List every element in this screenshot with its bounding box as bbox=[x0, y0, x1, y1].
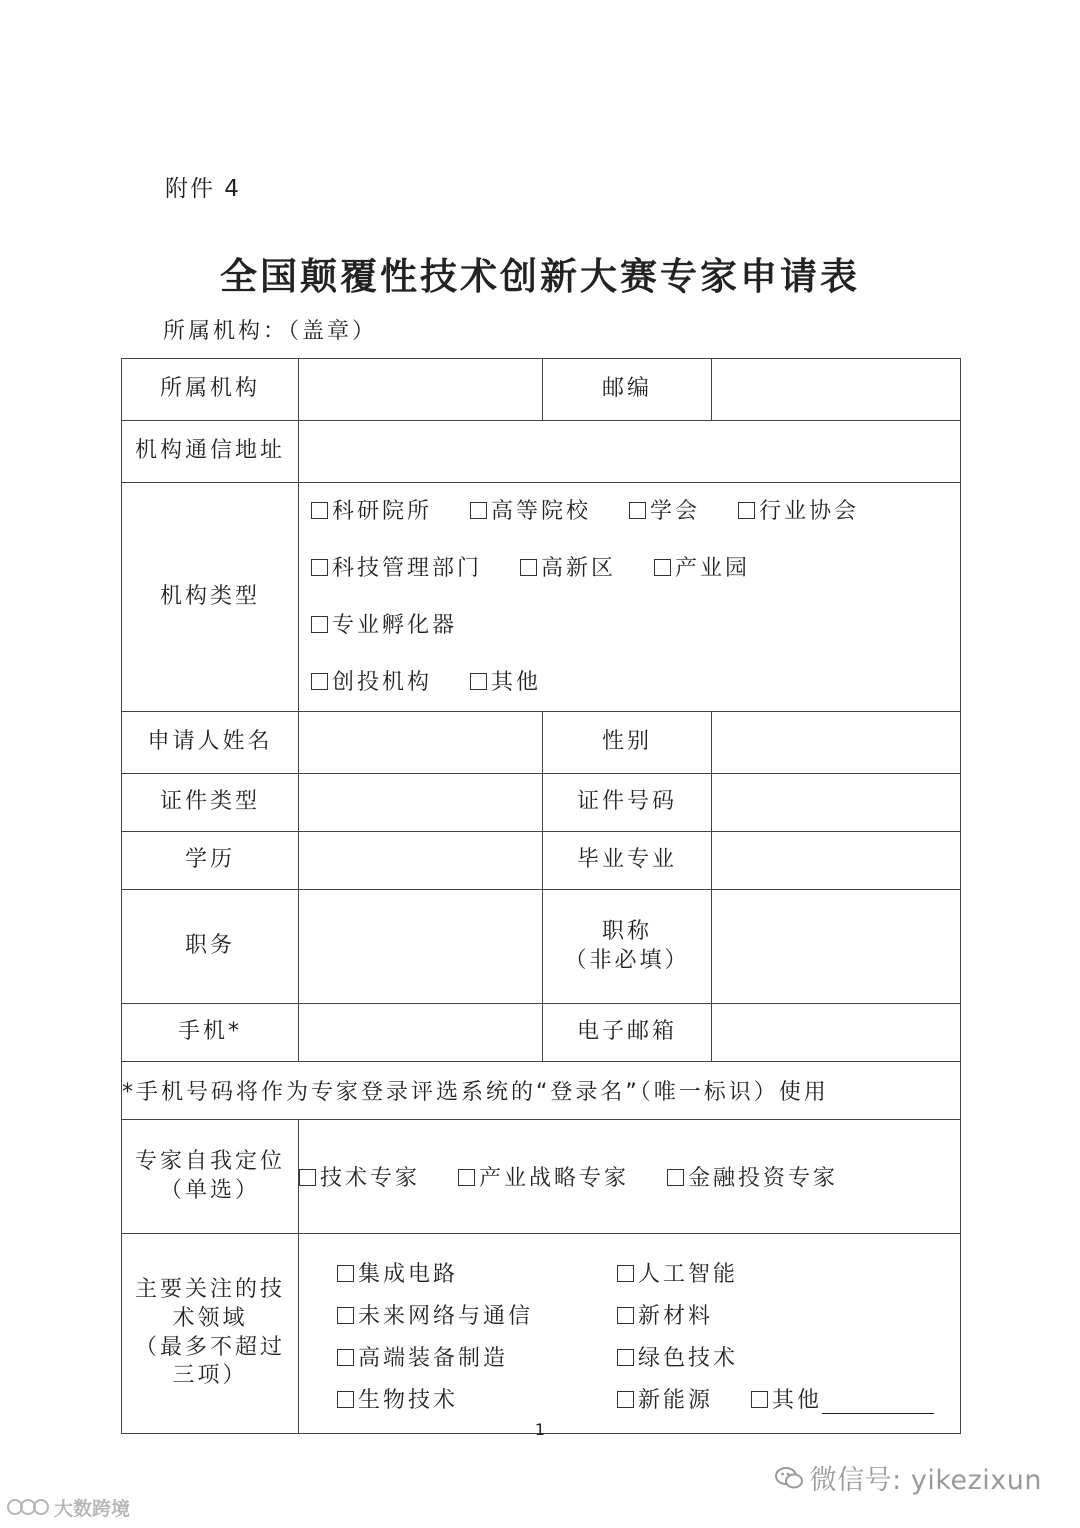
mobile-login-note: *手机号码将作为专家登录评选系统的“登录名”（唯一标识）使用 bbox=[122, 1062, 961, 1120]
self-position-label-cell bbox=[122, 1120, 299, 1234]
row-education bbox=[122, 832, 961, 890]
checkbox-icon[interactable] bbox=[470, 502, 487, 519]
tech-domain-grid bbox=[299, 1253, 960, 1414]
email-field[interactable] bbox=[712, 1004, 961, 1062]
row-note bbox=[122, 1062, 961, 1120]
address-field[interactable] bbox=[299, 421, 961, 483]
checkbox-industrial-park[interactable]: 产业园 bbox=[654, 540, 750, 597]
postcode-field[interactable] bbox=[712, 359, 961, 421]
checkbox-industry-association[interactable]: 行业协会 bbox=[738, 483, 859, 540]
checkbox-research-institute[interactable]: 科研院所 bbox=[311, 483, 432, 540]
checkbox-equipment[interactable]: 高端装备制造 bbox=[337, 1341, 589, 1372]
application-form-table bbox=[121, 358, 961, 1434]
checkbox-icon[interactable] bbox=[617, 1265, 634, 1282]
major-label: 毕业专业 bbox=[543, 832, 712, 890]
tech-domain-label-3: （最多不超过 bbox=[134, 1334, 285, 1360]
checkbox-other-domain[interactable]: 其他 bbox=[751, 1383, 934, 1414]
source-watermark-text: 大数跨境 bbox=[54, 1498, 131, 1520]
id-number-label: 证件号码 bbox=[543, 774, 712, 832]
tech-domain-options bbox=[299, 1234, 961, 1434]
checkbox-other-type[interactable]: 其他 bbox=[470, 654, 541, 711]
attachment-label: 附件 4 bbox=[165, 176, 241, 202]
id-number-field[interactable] bbox=[712, 774, 961, 832]
institution-type-options bbox=[299, 483, 961, 712]
checkbox-icon[interactable] bbox=[311, 559, 328, 576]
checkbox-icon[interactable] bbox=[311, 502, 328, 519]
checkbox-network[interactable]: 未来网络与通信 bbox=[337, 1299, 589, 1330]
applicant-name-field[interactable] bbox=[299, 712, 543, 774]
gender-field[interactable] bbox=[712, 712, 961, 774]
row-institution-type bbox=[122, 483, 961, 712]
checkbox-icon[interactable] bbox=[738, 502, 755, 519]
id-type-field[interactable] bbox=[299, 774, 543, 832]
tech-domain-label-4: 三项） bbox=[172, 1363, 248, 1389]
checkbox-green-tech[interactable]: 绿色技术 bbox=[617, 1341, 909, 1372]
checkbox-icon[interactable] bbox=[337, 1349, 354, 1366]
tech-domain-label-2: 术领域 bbox=[172, 1305, 248, 1331]
checkbox-icon[interactable] bbox=[654, 559, 671, 576]
checkbox-high-tech-zone[interactable]: 高新区 bbox=[520, 540, 616, 597]
postcode-label: 邮编 bbox=[543, 359, 712, 421]
row-address bbox=[122, 421, 961, 483]
row-tech-domain bbox=[122, 1234, 961, 1434]
tech-domain-label-1: 主要关注的技 bbox=[134, 1277, 285, 1303]
other-domain-blank[interactable] bbox=[822, 1391, 934, 1414]
id-type-label: 证件类型 bbox=[122, 774, 299, 832]
checkbox-icon[interactable] bbox=[617, 1307, 634, 1324]
tech-domain-label-cell bbox=[122, 1234, 299, 1434]
applicant-name-label: 申请人姓名 bbox=[122, 712, 299, 774]
checkbox-new-materials[interactable]: 新材料 bbox=[617, 1299, 909, 1330]
source-logo-icon bbox=[6, 1496, 50, 1523]
institution-label: 所属机构 bbox=[122, 359, 299, 421]
checkbox-icon[interactable] bbox=[470, 673, 487, 690]
professional-title-field[interactable] bbox=[712, 890, 961, 1004]
wechat-icon bbox=[774, 1465, 804, 1498]
checkbox-university[interactable]: 高等院校 bbox=[470, 483, 591, 540]
row-mobile bbox=[122, 1004, 961, 1062]
checkbox-new-energy[interactable]: 新能源 bbox=[617, 1383, 713, 1414]
checkbox-icon[interactable] bbox=[751, 1391, 768, 1408]
page-number: 1 bbox=[534, 1420, 546, 1439]
email-label: 电子邮箱 bbox=[543, 1004, 712, 1062]
checkbox-icon[interactable] bbox=[337, 1265, 354, 1282]
checkbox-icon[interactable] bbox=[337, 1391, 354, 1408]
optional-note: （非必填） bbox=[564, 947, 690, 973]
major-field[interactable] bbox=[712, 832, 961, 890]
checkbox-icon[interactable] bbox=[458, 1169, 475, 1186]
professional-title-label: 职称 bbox=[601, 918, 652, 944]
checkbox-venture-capital[interactable]: 创投机构 bbox=[311, 654, 432, 711]
institution-type-line-1 bbox=[299, 483, 960, 540]
checkbox-finance-expert[interactable]: 金融投资专家 bbox=[667, 1161, 838, 1192]
row-self-position bbox=[122, 1120, 961, 1234]
education-field[interactable] bbox=[299, 832, 543, 890]
checkbox-icon[interactable] bbox=[629, 502, 646, 519]
wechat-id-text: 微信号: yikezixun bbox=[809, 1465, 1042, 1496]
row-applicant bbox=[122, 712, 961, 774]
checkbox-incubator[interactable]: 专业孵化器 bbox=[311, 597, 457, 654]
checkbox-icon[interactable] bbox=[311, 673, 328, 690]
checkbox-icon[interactable] bbox=[337, 1307, 354, 1324]
institution-type-label: 机构类型 bbox=[122, 483, 299, 712]
checkbox-icon[interactable] bbox=[520, 559, 537, 576]
form-title: 全国颠覆性技术创新大赛专家申请表 bbox=[220, 255, 860, 298]
checkbox-biotech[interactable]: 生物技术 bbox=[337, 1383, 589, 1414]
domain-last-cell bbox=[617, 1383, 937, 1414]
institution-field[interactable] bbox=[299, 359, 543, 421]
single-choice-note: （单选） bbox=[159, 1177, 260, 1203]
institution-type-line-2 bbox=[299, 540, 960, 654]
checkbox-icon[interactable] bbox=[617, 1391, 634, 1408]
checkbox-icon[interactable] bbox=[667, 1169, 684, 1186]
checkbox-society[interactable]: 学会 bbox=[629, 483, 700, 540]
mobile-field[interactable] bbox=[299, 1004, 543, 1062]
education-label: 学历 bbox=[122, 832, 299, 890]
wechat-watermark bbox=[774, 1458, 1042, 1498]
checkbox-icon[interactable] bbox=[311, 616, 328, 633]
checkbox-ai[interactable]: 人工智能 bbox=[617, 1257, 909, 1288]
address-label: 机构通信地址 bbox=[122, 421, 299, 483]
source-watermark bbox=[6, 1494, 130, 1523]
checkbox-tech-expert[interactable]: 技术专家 bbox=[299, 1161, 420, 1192]
gender-label: 性别 bbox=[543, 712, 712, 774]
checkbox-icon[interactable] bbox=[617, 1349, 634, 1366]
institution-type-line-3 bbox=[299, 654, 960, 711]
row-id bbox=[122, 774, 961, 832]
checkbox-ic[interactable]: 集成电路 bbox=[337, 1257, 589, 1288]
row-position bbox=[122, 890, 961, 1004]
org-stamp-line: 所属机构：（盖章） bbox=[163, 319, 378, 344]
position-label: 职务 bbox=[122, 890, 299, 1004]
checkbox-icon[interactable] bbox=[299, 1169, 316, 1186]
row-institution bbox=[122, 359, 961, 421]
checkbox-sci-tech-dept[interactable]: 科技管理部门 bbox=[311, 540, 482, 597]
checkbox-strategy-expert[interactable]: 产业战略专家 bbox=[458, 1161, 629, 1192]
mobile-label: 手机* bbox=[122, 1004, 299, 1062]
self-position-options bbox=[299, 1120, 961, 1234]
self-position-label: 专家自我定位 bbox=[134, 1148, 285, 1174]
title-label-cell bbox=[543, 890, 712, 1004]
position-field[interactable] bbox=[299, 890, 543, 1004]
